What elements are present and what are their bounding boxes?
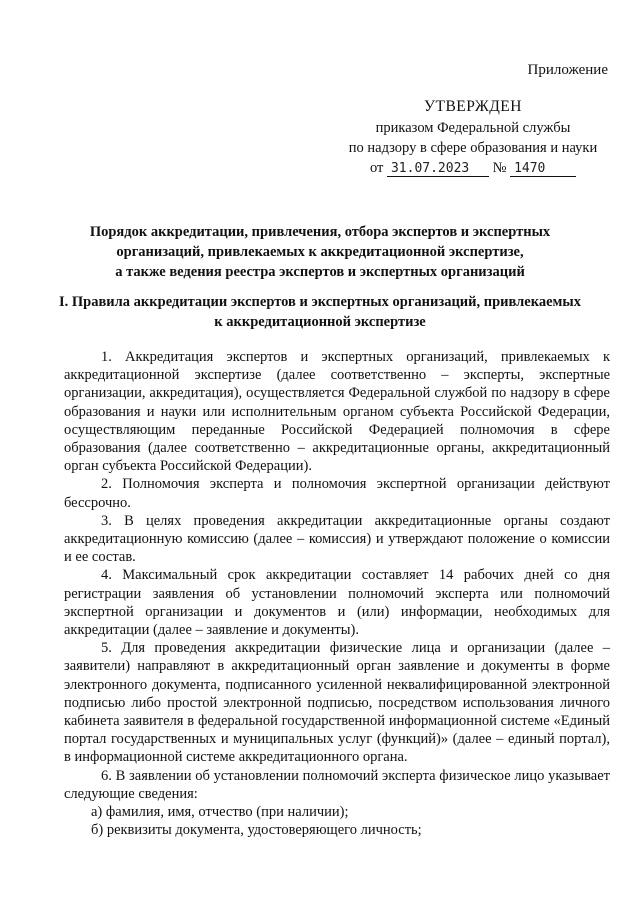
appendix-label: Приложение — [527, 62, 608, 78]
order-line-2: по надзору в сфере образования и науки — [348, 140, 598, 156]
document-title-line: а также ведения реестра экспертов и экспертных организаций — [115, 264, 525, 280]
list-item-b: б) реквизиты документа, удостоверяющего личность; — [91, 822, 422, 839]
order-line-1: приказом Федеральной службы — [375, 120, 571, 136]
document-title-line: организаций, привлекаемых к аккредитационной экспертизе, — [116, 244, 524, 260]
paragraph-2: 2. Полномочия эксперта и полномочия экспертной организации действуют бессрочно. — [64, 476, 610, 511]
list-item-a: а) фамилия, имя, отчество (при наличии); — [91, 804, 349, 821]
document-title-line: Порядок аккредитации, привлечения, отбора экспертов и экспертных — [89, 224, 551, 240]
approval-block — [338, 96, 608, 178]
paragraph-1: 1. Аккредитация экспертов и экспертных организаций, привлекаемых к аккредитационной экспертизе (далее соответственно – эксперты, экспертные организации, аккредитация), осуществляется Федеральной службой по надзору в сфере образования и науки или исполнительным органом субъекта Российской Федерации, осуществляющим переданные Российской Федерацией полномочия в сфере образования (далее соответственно – аккредитационные органы, аккредитационный орган субъекта Российской Федерации). — [64, 349, 610, 475]
paragraph-6: 6. В заявлении об установлении полномочий эксперта физическое лицо указывает следующие сведения: — [64, 767, 610, 802]
paragraph-4: 4. Максимальный срок аккредитации составляет 14 рабочих дней со дня регистрации заявления об установлении полномочий эксперта или полномочий экспертной организации и документов и (или) информации, необходимых для аккредитации (далее – заявление и документы). — [64, 567, 610, 639]
document-title — [60, 222, 580, 282]
number-label: № — [492, 160, 507, 176]
section-title — [54, 292, 586, 332]
section-title-line: к аккредитационной экспертизе — [214, 314, 426, 330]
section-title-line: I. Правила аккредитации экспертов и экспертных организаций, привлекаемых — [58, 294, 582, 310]
order-number: 1470 — [510, 161, 576, 177]
paragraph-3: 3. В целях проведения аккредитации аккредитационные органы создают аккредитационную комиссию (далее – комиссия) и утверждают положение о комиссии и ее состав. — [64, 512, 610, 566]
order-date-number-line — [338, 158, 608, 178]
document-body — [64, 348, 610, 839]
approved-heading: УТВЕРЖДЕН — [424, 98, 522, 115]
order-date: 31.07.2023 — [387, 161, 489, 177]
from-label: от — [369, 160, 384, 176]
paragraph-5: 5. Для проведения аккредитации физические лица и организации (далее – заявители) направляют в аккредитационный орган заявление и документы в форме электронного документа, подписанного усиленной неквалифицированной электронной подписью либо простой электронной подписью, посредством использования личного кабинета заявителя в федеральной государственной информационной системе «Единый портал государственных и муниципальных услуг (функций)» (далее – единый портал), в информационной системе аккредитационного органа. — [64, 640, 610, 766]
